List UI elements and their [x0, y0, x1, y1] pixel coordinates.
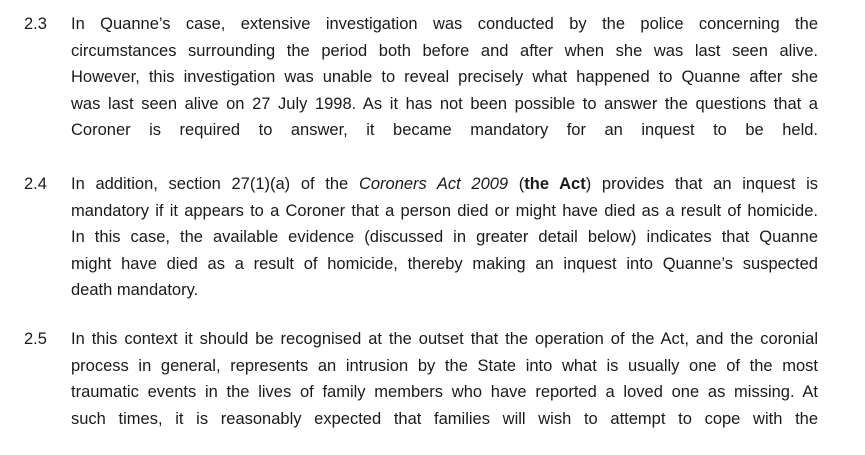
text-line: process in general, represents an intrusion by the State into what is usually one of the most — [71, 356, 818, 375]
text-run: In addition, section 27(1)(a) of the — [71, 175, 359, 193]
paragraph-body — [71, 326, 818, 432]
text-line: such times, it is reasonably expected that families will wish to attempt to cope with the — [71, 409, 818, 428]
text-run: ( — [508, 175, 525, 193]
act-title-italic: Coroners Act 2009 — [358, 175, 509, 193]
text-line: traumatic events in the lives of family members who have reported a loved one as missing. At — [71, 383, 818, 401]
text-line: In Quanne’s case, extensive investigation was conducted by the police concerning the — [71, 15, 818, 33]
text-line: circumstances surrounding the period both before and after when she was last seen alive. — [71, 41, 818, 60]
text-line: Coroner is required to answer, it became mandatory for an inquest to be held. — [71, 121, 818, 139]
text-line — [71, 171, 818, 198]
text-line: In this context it should be recognised at the outset that the operation of the Act, and the coronial — [71, 330, 818, 348]
paragraph-body — [71, 171, 818, 304]
text-line: In this case, the available evidence (discussed in greater detail below) indicates that Quanne — [71, 228, 818, 246]
text-line: death mandatory. — [71, 281, 199, 299]
text-line: However, this investigation was unable to reveal precisely what happened to Quanne after she — [71, 68, 818, 86]
defined-term-bold: the Act — [524, 175, 586, 193]
text-line: might have died as a result of homicide, thereby making an inquest into Quanne’s suspected — [71, 254, 818, 273]
paragraph-body — [71, 11, 818, 144]
paragraph-number: 2.3 — [24, 15, 47, 33]
text-line: was last seen alive on 27 July 1998. As it has not been possible to answer the questions that a — [71, 94, 818, 113]
text-run: ) provides that an inquest is — [585, 175, 819, 193]
paragraph-number: 2.5 — [24, 330, 47, 348]
text-line: mandatory if it appears to a Coroner that a person died or might have died as a result of homicide. — [71, 201, 818, 220]
paragraph-number: 2.4 — [24, 175, 47, 193]
